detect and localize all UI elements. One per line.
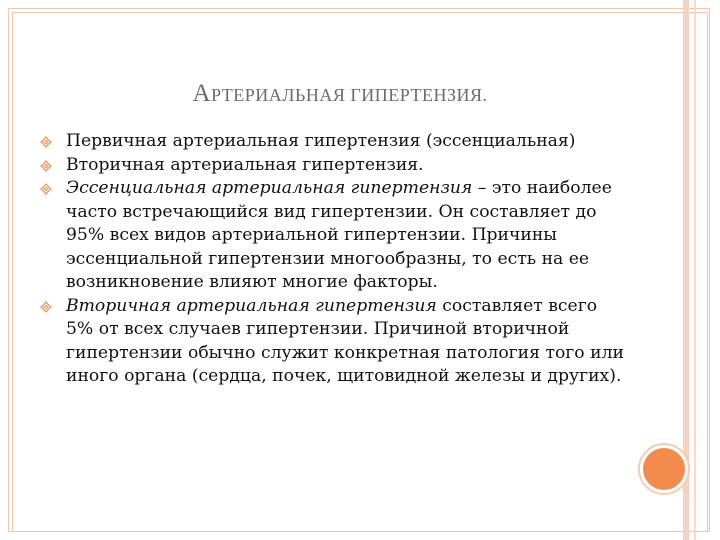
bullet-item-primary-hypertension [40,130,625,154]
bullet-text: составляет всего 5% от всех случаев гипертензии. Причиной вторичной гипертензии обычно служит конкретная патология того или иного органа (сердца, почек, щитовидной железы и других). [66,295,624,386]
bullet-icon [40,160,52,172]
right-decor-line [694,0,696,540]
bullet-list [40,130,625,389]
bullet-item-secondary-description [40,295,625,389]
bullet-italic-term: Эссенциальная артериальная гипертензия [66,178,473,198]
slide-title-rest: РТЕРИАЛЬНАЯ ГИПЕРТЕНЗИЯ. [211,85,488,105]
bullet-text: – это наиболее часто встречающийся вид гипертензии. Он составляет до 95% всех видов артериальной гипертензии. Причины эссенциальной гипертензии многообразны, то есть на ее возникновение влияют многие факторы. [66,178,612,292]
bullet-icon [40,183,52,195]
bullet-text: Первичная артериальная гипертензия (эссенциальная) [66,131,576,151]
bullet-icon [40,301,52,313]
bullet-item-secondary-hypertension [40,154,625,178]
slide-title [0,80,680,108]
bullet-italic-term: Вторичная артериальная гипертензия [66,295,437,316]
bullet-text: Вторичная артериальная гипертензия. [66,154,424,175]
decor-circle-fill [643,448,685,490]
bullet-icon [40,136,52,148]
slide-title-capital: А [192,80,212,107]
bullet-item-essential-description [40,177,625,295]
